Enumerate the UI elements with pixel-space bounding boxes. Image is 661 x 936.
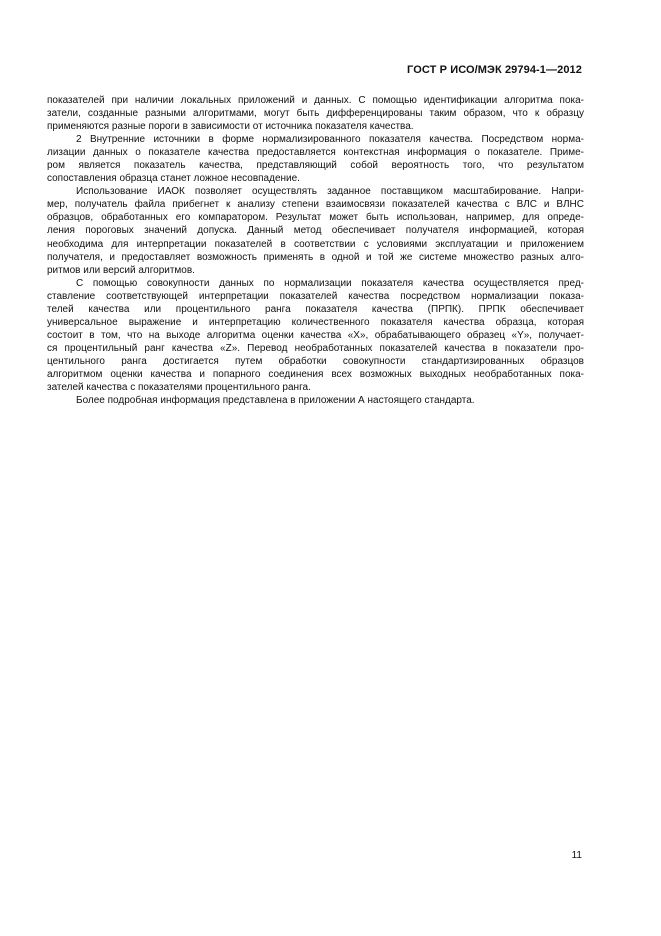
text-line: ритмов или версий алгоритмов. <box>47 264 195 276</box>
paragraph-start: Использование ИАОК позволяет осуществлять заданное поставщиком масштабирование. Напри- <box>76 186 584 198</box>
text-line: ром является показатель качества, представляющий собой вероятность того, что результатом <box>47 160 584 172</box>
text-line: получателя, и предоставляет возможность применять в одной и той же системе множество разных алго- <box>47 251 584 263</box>
text-line: сопоставления образца станет ложное несовпадение. <box>47 173 300 185</box>
text-line: затели, созданные разными алгоритмами, могут быть дифференцированы таким образом, что к образцу <box>47 108 584 120</box>
text-line: ления пороговых значений допуска. Данный метод обеспечивает получателя информацией, которая <box>47 225 584 237</box>
text-line: необходима для интерпретации показателей в соответствии с условиями эксплуатации и приложением <box>47 238 584 250</box>
paragraph-note-2-start: 2 Внутренние источники в форме нормализированного показателя качества. Посредством норма- <box>76 134 584 146</box>
text-line: образцов, обработанных его компаратором. Результат может быть использован, например, для опреде- <box>47 212 584 224</box>
text-line: мер, получатель файла прибегнет к анализу степени взаимосвязи показателей качества с ВЛС и ВЛНС <box>47 199 584 211</box>
text-line: центильного ранга достигается путем обработки совокупности стандартизированных образцов <box>47 355 584 367</box>
text-line: алгоритмом оценки качества и попарного соединения всех возможных выходных необработанных пока- <box>47 368 584 380</box>
page-number: 11 <box>571 850 582 861</box>
paragraph-start: С помощью совокупности данных по нормализации показателя качества осуществляется пред- <box>76 277 584 289</box>
body-text <box>47 94 584 407</box>
text-line: показателей при наличии локальных приложений и данных. С помощью идентификации алгоритма пока- <box>47 95 584 106</box>
text-line: универсальное выражение и интерпретацию количественного показателя качества образца, которая <box>47 316 584 328</box>
standard-header: ГОСТ Р ИСО/МЭК 29794-1—2012 <box>407 64 582 76</box>
text-line: ставление соответствующей интерпретации показателей качества посредством нормализации показа- <box>47 290 584 302</box>
text-line: телей качества или процентильного ранга показателя качества (ПРПК). ПРПК обеспечивает <box>47 303 584 315</box>
text-line: состоит в том, что на выходе алгоритма оценки качества «X», обрабатывающего образец «Y», получает- <box>47 329 584 341</box>
paragraph-start: Более подробная информация представлена в приложении А настоящего стандарта. <box>76 395 475 407</box>
text-line: ся процентильный ранг качества «Z». Перевод необработанных показателей качества в показатели про- <box>47 342 584 354</box>
text-line: зателей качества с показателями процентильного ранга. <box>47 382 311 394</box>
text-line: лизации данных о показателе качества предоставляется контекстная информация о показателе. Приме- <box>47 147 584 159</box>
text-line: применяются разные пороги в зависимости от источника показателя качества. <box>47 121 414 133</box>
